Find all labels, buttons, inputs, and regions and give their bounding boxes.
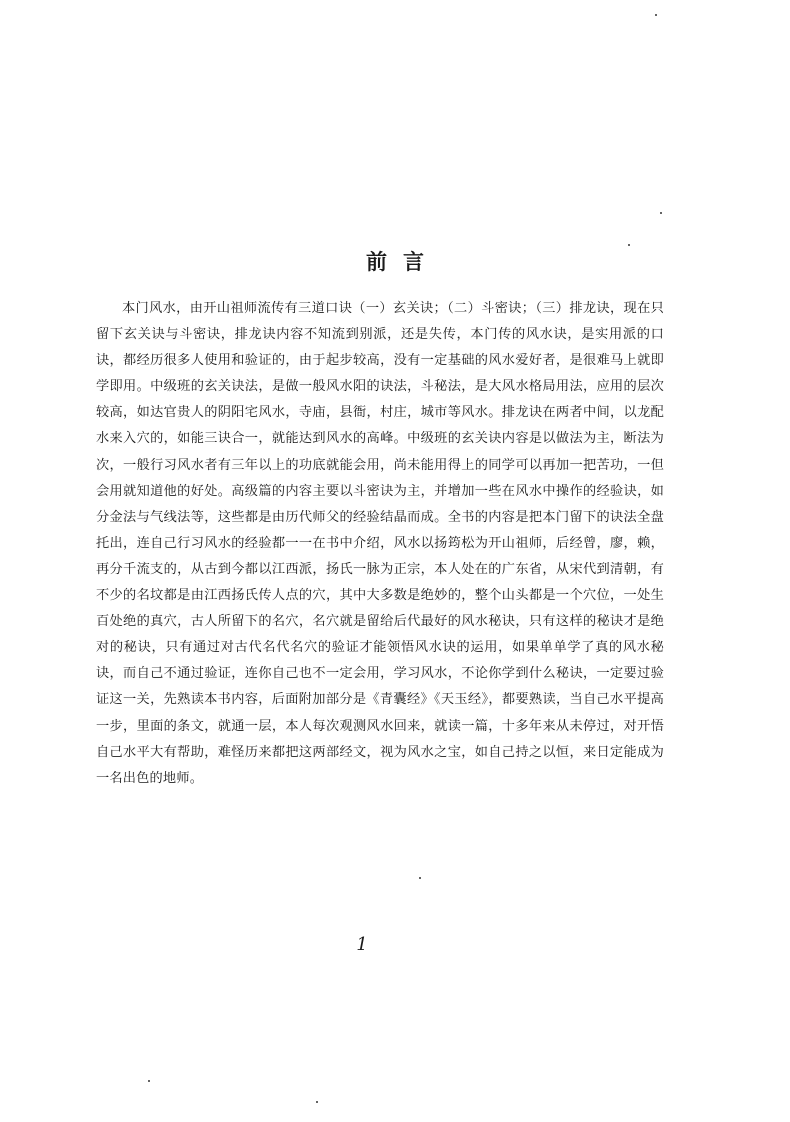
scan-speck — [148, 1080, 150, 1082]
page-title: 前言 — [366, 249, 440, 274]
scan-speck — [655, 14, 657, 16]
scan-speck — [316, 1101, 318, 1103]
scan-speck — [419, 877, 421, 879]
scan-speck — [628, 244, 630, 246]
scan-speck — [660, 212, 662, 214]
page-number: 1 — [356, 934, 368, 955]
preface-paragraph: 本门风水，由开山祖师流传有三道口诀（一）玄关诀；（二）斗密诀；（三）排龙诀，现在只留下玄关诀与斗密诀，排龙诀内容不知流到别派，还是失传，本门传的风水诀，是实用派的口诀，都经历很多人使用和验证的，由于起步较高，没有一定基础的风水爱好者，是很难马上就即学即用。中级班的玄关诀法，是做一般风水阳的诀法，斗秘法，是大风水格局用法，应用的层次较高，如达官贵人的阴阳宅风水，寺庙，县衙，村庄，城市等风水。排龙诀在两者中间，以龙配水来入穴的，如能三诀合一，就能达到风水的高峰。中级班的玄关诀内容是以做法为主，断法为次，一般行习风水者有三年以上的功底就能会用，尚未能用得上的同学可以再加一把苦功，一但会用就知道他的好处。高级篇的内容主要以斗密诀为主，并增加一些在风水中操作的经验诀，如分金法与气线法等，这些都是由历代师父的经验结晶而成。全书的内容是把本门留下的诀法全盘托出，连自己行习风水的经验都一一在书中介绍，风水以扬筠松为开山祖师，后经曾，廖，赖，再分千流支的，从古到今都以江西派，扬氏一脉为正宗，本人处在的广东省，从宋代到清朝，有不少的名坟都是由江西扬氏传人点的穴，其中大多数是绝妙的，整个山头都是一个穴位，一处生百处绝的真穴，古人所留下的名穴，名穴就是留给后代最好的风水秘诀，只有这样的秘诀才是绝对的秘诀，只有通过对古代名代名穴的验证才能领悟风水诀的运用，如果单单学了真的风水秘诀，而自己不通过验证，连你自己也不一定会用，学习风水，不论你学到什么秘诀，一定要过验证这一关，先熟读本书内容，后面附加部分是《青囊经》《天玉经》，都要熟读，当自己水平提高一步，里面的条文，就通一层，本人每次观测风水回来，就读一篇，十多年来从未停过，对开悟自己水平大有帮助，难怪历来都把这两部经文，视为风水之宝，如自己持之以恒，来日定能成为一名出色的地师。 — [96, 301, 664, 786]
